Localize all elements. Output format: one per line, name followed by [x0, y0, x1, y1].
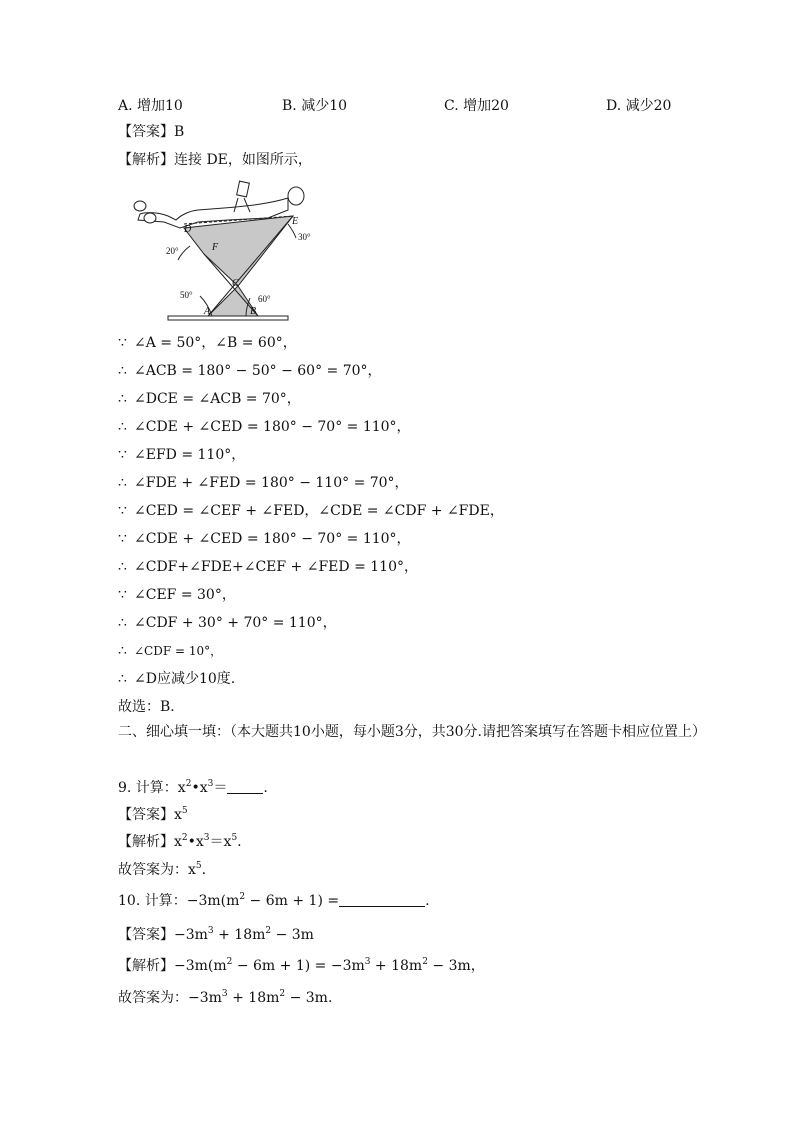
q8-step-7: ∵ ∠CED = ∠CEF + ∠FED，∠CDE = ∠CDF + ∠FDE，	[118, 503, 504, 519]
q8-step-4: ∴ ∠CDE + ∠CED = 180° − 70° = 110°，	[118, 419, 411, 435]
arrow-20	[178, 246, 190, 260]
label-angle-50: 50°	[180, 290, 193, 300]
label-b: B	[250, 306, 257, 317]
q10-answer: 【答案】$-3m^3 + 18m^2 - 3m$	[118, 926, 314, 943]
q8-step-6: ∴ ∠FDE + ∠FED = 180° − 110° = 70°，	[118, 475, 409, 491]
option-a: A. 增加10	[118, 98, 183, 114]
q8-step-1: ∵ ∠A = 50°，∠B = 60°，	[118, 335, 297, 351]
q8-step-8: ∵ ∠CDE + ∠CED = 180° − 70° = 110°，	[118, 531, 411, 547]
ground-bar	[168, 316, 288, 320]
q8-step-3: ∴ ∠DCE = ∠ACB = 70°，	[118, 391, 301, 407]
q9-final: 故答案为：$x^5$.	[118, 861, 207, 878]
label-d: D	[184, 224, 192, 235]
q9-answer: 【答案】$x^5$	[118, 806, 188, 823]
q8-step-12: ∴ ∠CDF = 10°，	[118, 643, 223, 659]
label-f: F	[212, 242, 219, 253]
label-c: C	[232, 278, 239, 289]
q10-stem: 10. 计算：$-3m(m^2 - 6m + 1)$ = .	[118, 892, 430, 909]
option-d: D. 减少20	[606, 98, 672, 114]
label-angle-30: 30°	[298, 232, 311, 242]
section-2-heading: 二、细心填一填：（本大题共10小题，每小题3分，共30分.请把答案填写在答题卡相应位置上）	[118, 724, 706, 740]
geometry-figure	[128, 176, 311, 328]
q8-step-10: ∵ ∠CEF = 30°，	[118, 587, 236, 603]
label-angle-60: 60°	[258, 294, 271, 304]
q8-answer: 【答案】B	[118, 124, 185, 140]
q9-stem: 9. 计算：$x^2•x^3=$ .	[118, 779, 268, 796]
q10-final: 故答案为：$-3m^3 + 18m^2 - 3m$.	[118, 989, 333, 1006]
label-e: E	[292, 216, 299, 227]
shaded-triangle-top	[184, 216, 293, 286]
q8-step-11: ∴ ∠CDF + 30° + 70° = 110°，	[118, 615, 337, 631]
q8-conclusion: 故选：B．	[118, 699, 185, 715]
q9-answer-blank	[227, 779, 263, 794]
q8-step-5: ∵ ∠EFD = 110°，	[118, 447, 246, 463]
label-a: A	[204, 306, 211, 317]
q9-analysis: 【解析】$x^2•x^3=x^5$.	[118, 833, 242, 850]
q8-step-2: ∴ ∠ACB = 180° − 50° − 60° = 70°，	[118, 363, 382, 379]
q8-step-9: ∴ ∠CDF+∠FDE+∠CEF + ∠FED = 110°，	[118, 559, 418, 575]
q8-step-13: ∴ ∠D应减少10度.	[118, 671, 236, 687]
label-angle-20: 20°	[166, 246, 179, 256]
option-c: C. 增加20	[444, 98, 509, 114]
q8-analysis-intro: 【解析】连接 DE，如图所示，	[118, 152, 312, 168]
q10-analysis: 【解析】$-3m(m^2 - 6m + 1) = -3m^3 + 18m^2 - 3m$，	[118, 957, 485, 974]
option-b: B. 减少10	[282, 98, 348, 114]
q10-answer-blank	[339, 892, 425, 907]
